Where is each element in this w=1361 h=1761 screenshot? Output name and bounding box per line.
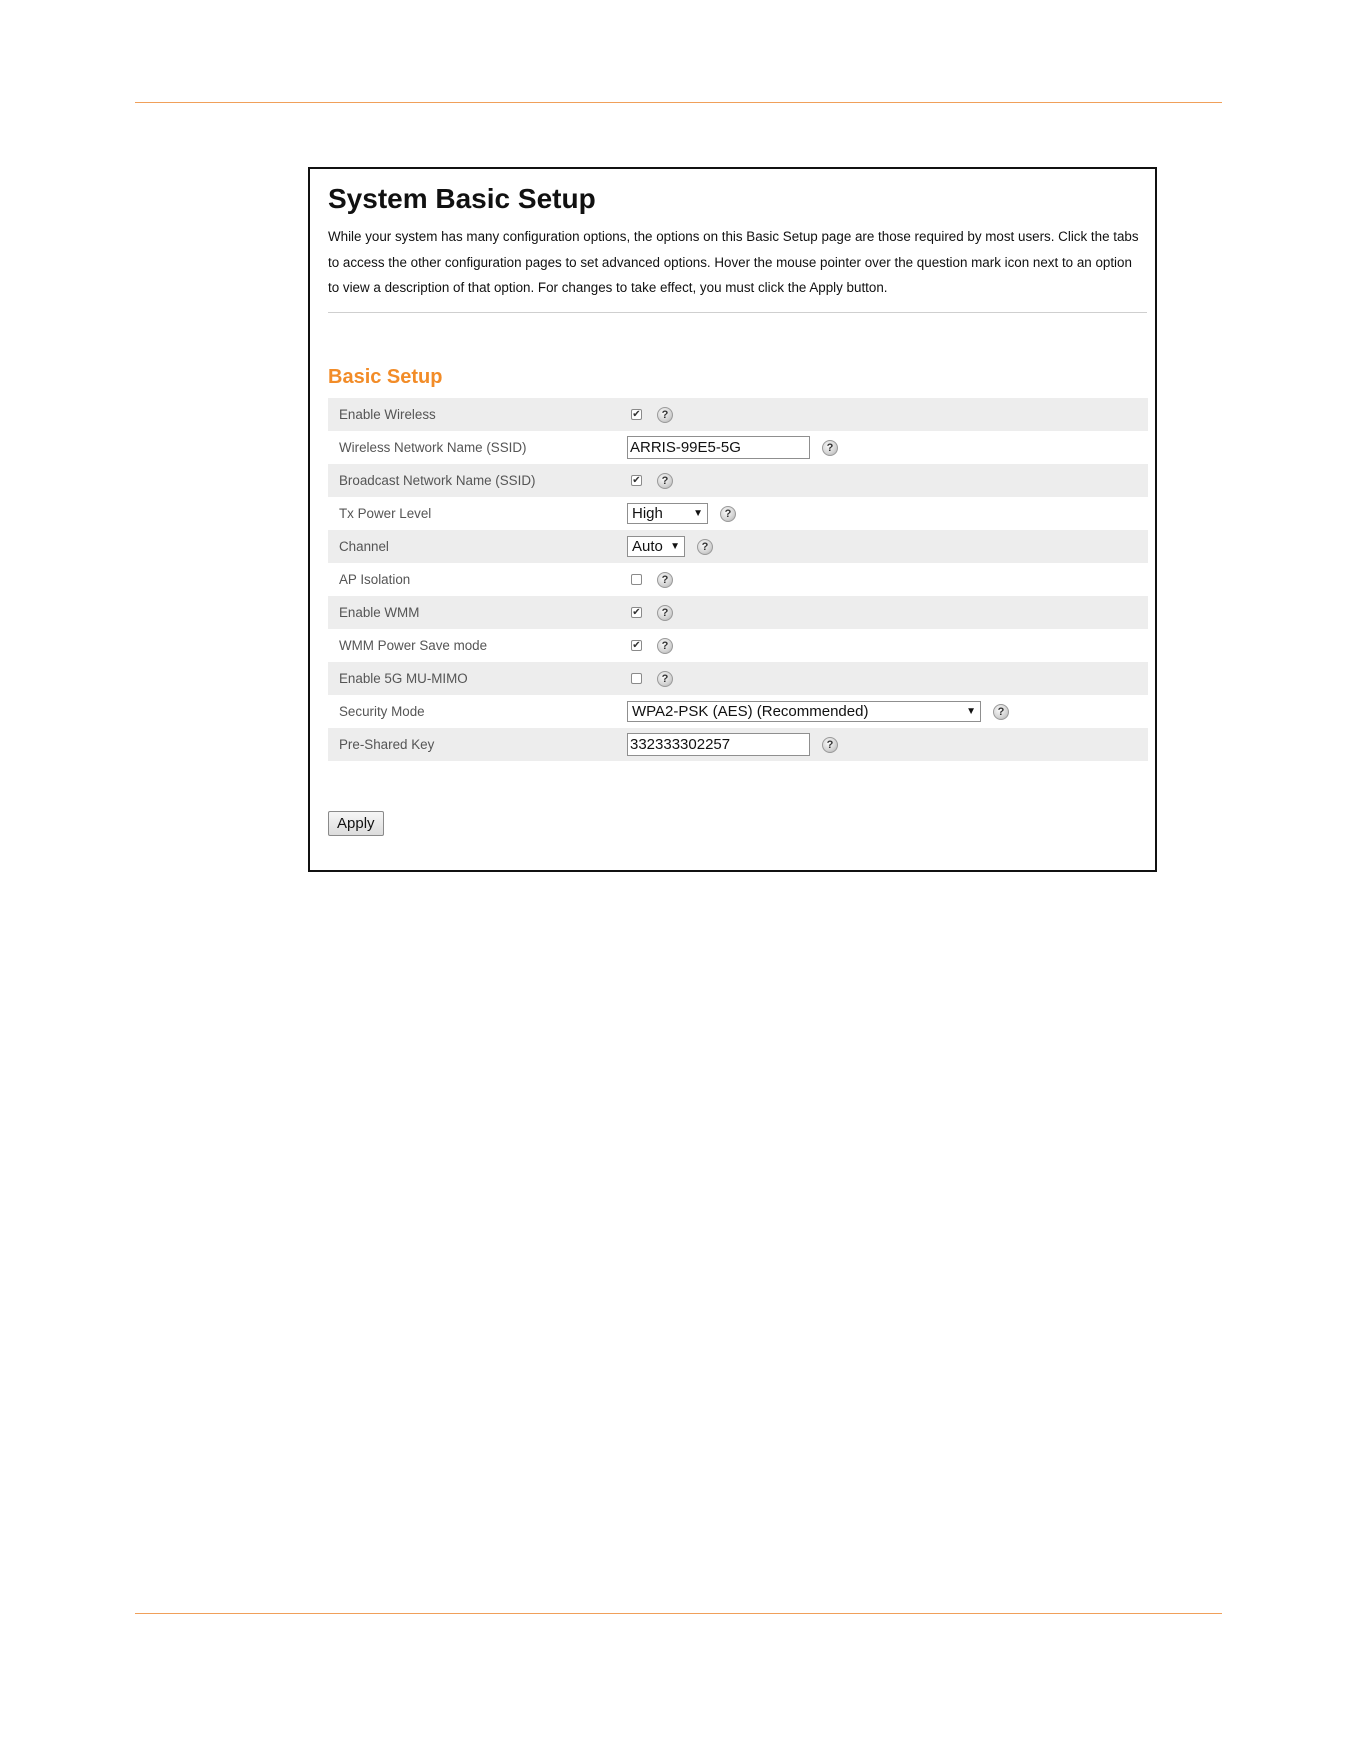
row-psk bbox=[328, 728, 1148, 761]
mu-mimo-checkbox[interactable] bbox=[631, 673, 642, 684]
help-icon[interactable]: ? bbox=[993, 704, 1009, 720]
tx-power-label: Tx Power Level bbox=[339, 506, 432, 521]
security-mode-label: Security Mode bbox=[339, 704, 425, 719]
row-channel bbox=[328, 530, 1148, 563]
enable-wireless-label: Enable Wireless bbox=[339, 407, 436, 422]
chevron-down-icon: ▼ bbox=[693, 508, 703, 519]
ap-isolation-label: AP Isolation bbox=[339, 572, 411, 587]
row-enable-wmm bbox=[328, 596, 1148, 629]
enable-wmm-label: Enable WMM bbox=[339, 605, 420, 620]
mu-mimo-label: Enable 5G MU-MIMO bbox=[339, 671, 468, 686]
basic-setup-panel bbox=[308, 167, 1157, 872]
settings-table bbox=[328, 398, 1148, 761]
help-icon[interactable]: ? bbox=[657, 572, 673, 588]
help-icon[interactable]: ? bbox=[697, 539, 713, 555]
page-title: System Basic Setup bbox=[328, 183, 596, 214]
help-icon[interactable]: ? bbox=[822, 440, 838, 456]
row-security-mode bbox=[328, 695, 1148, 728]
row-mu-mimo bbox=[328, 662, 1148, 695]
wmm-power-save-checkbox[interactable]: ✔ bbox=[632, 639, 641, 651]
row-wmm-power-save bbox=[328, 629, 1148, 662]
help-icon[interactable]: ? bbox=[657, 671, 673, 687]
footer-rule bbox=[135, 1613, 1222, 1614]
ap-isolation-checkbox[interactable] bbox=[631, 574, 642, 585]
tx-power-select[interactable] bbox=[627, 503, 708, 524]
psk-input[interactable] bbox=[627, 733, 810, 756]
row-broadcast-ssid bbox=[328, 464, 1148, 497]
section-title: Basic Setup bbox=[328, 366, 443, 388]
chevron-down-icon: ▼ bbox=[966, 706, 976, 717]
help-icon[interactable]: ? bbox=[657, 407, 673, 423]
ssid-label: Wireless Network Name (SSID) bbox=[339, 440, 527, 455]
security-mode-value: WPA2-PSK (AES) (Recommended) bbox=[632, 703, 869, 720]
row-ap-isolation bbox=[328, 563, 1148, 596]
ssid-input[interactable] bbox=[627, 436, 810, 459]
psk-label: Pre-Shared Key bbox=[339, 737, 435, 752]
help-icon[interactable]: ? bbox=[720, 506, 736, 522]
divider bbox=[328, 312, 1147, 313]
header-rule bbox=[135, 102, 1222, 103]
row-enable-wireless bbox=[328, 398, 1148, 431]
channel-value: Auto bbox=[632, 538, 663, 555]
enable-wireless-checkbox[interactable]: ✔ bbox=[632, 408, 641, 420]
tx-power-value: High bbox=[632, 505, 663, 522]
broadcast-ssid-checkbox[interactable]: ✔ bbox=[632, 474, 641, 486]
help-icon[interactable]: ? bbox=[657, 473, 673, 489]
broadcast-ssid-label: Broadcast Network Name (SSID) bbox=[339, 473, 536, 488]
intro-text: While your system has many configuration options, the options on this Basic Setup page are those required by most users. Click the tabs to access the other configuration pages to set advanced options. Hover the mouse pointer over the question mark icon next to an option to view a description of that option. For changes to take effect, you must click the Apply button. bbox=[328, 229, 1139, 295]
channel-select[interactable] bbox=[627, 536, 685, 557]
apply-button[interactable]: Apply bbox=[328, 811, 384, 836]
row-ssid bbox=[328, 431, 1148, 464]
enable-wmm-checkbox[interactable]: ✔ bbox=[632, 606, 641, 618]
chevron-down-icon: ▼ bbox=[670, 541, 680, 552]
help-icon[interactable]: ? bbox=[657, 638, 673, 654]
help-icon[interactable]: ? bbox=[657, 605, 673, 621]
channel-label: Channel bbox=[339, 539, 389, 554]
wmm-power-save-label: WMM Power Save mode bbox=[339, 638, 488, 653]
security-mode-select[interactable] bbox=[627, 701, 981, 722]
help-icon[interactable]: ? bbox=[822, 737, 838, 753]
row-tx-power bbox=[328, 497, 1148, 530]
